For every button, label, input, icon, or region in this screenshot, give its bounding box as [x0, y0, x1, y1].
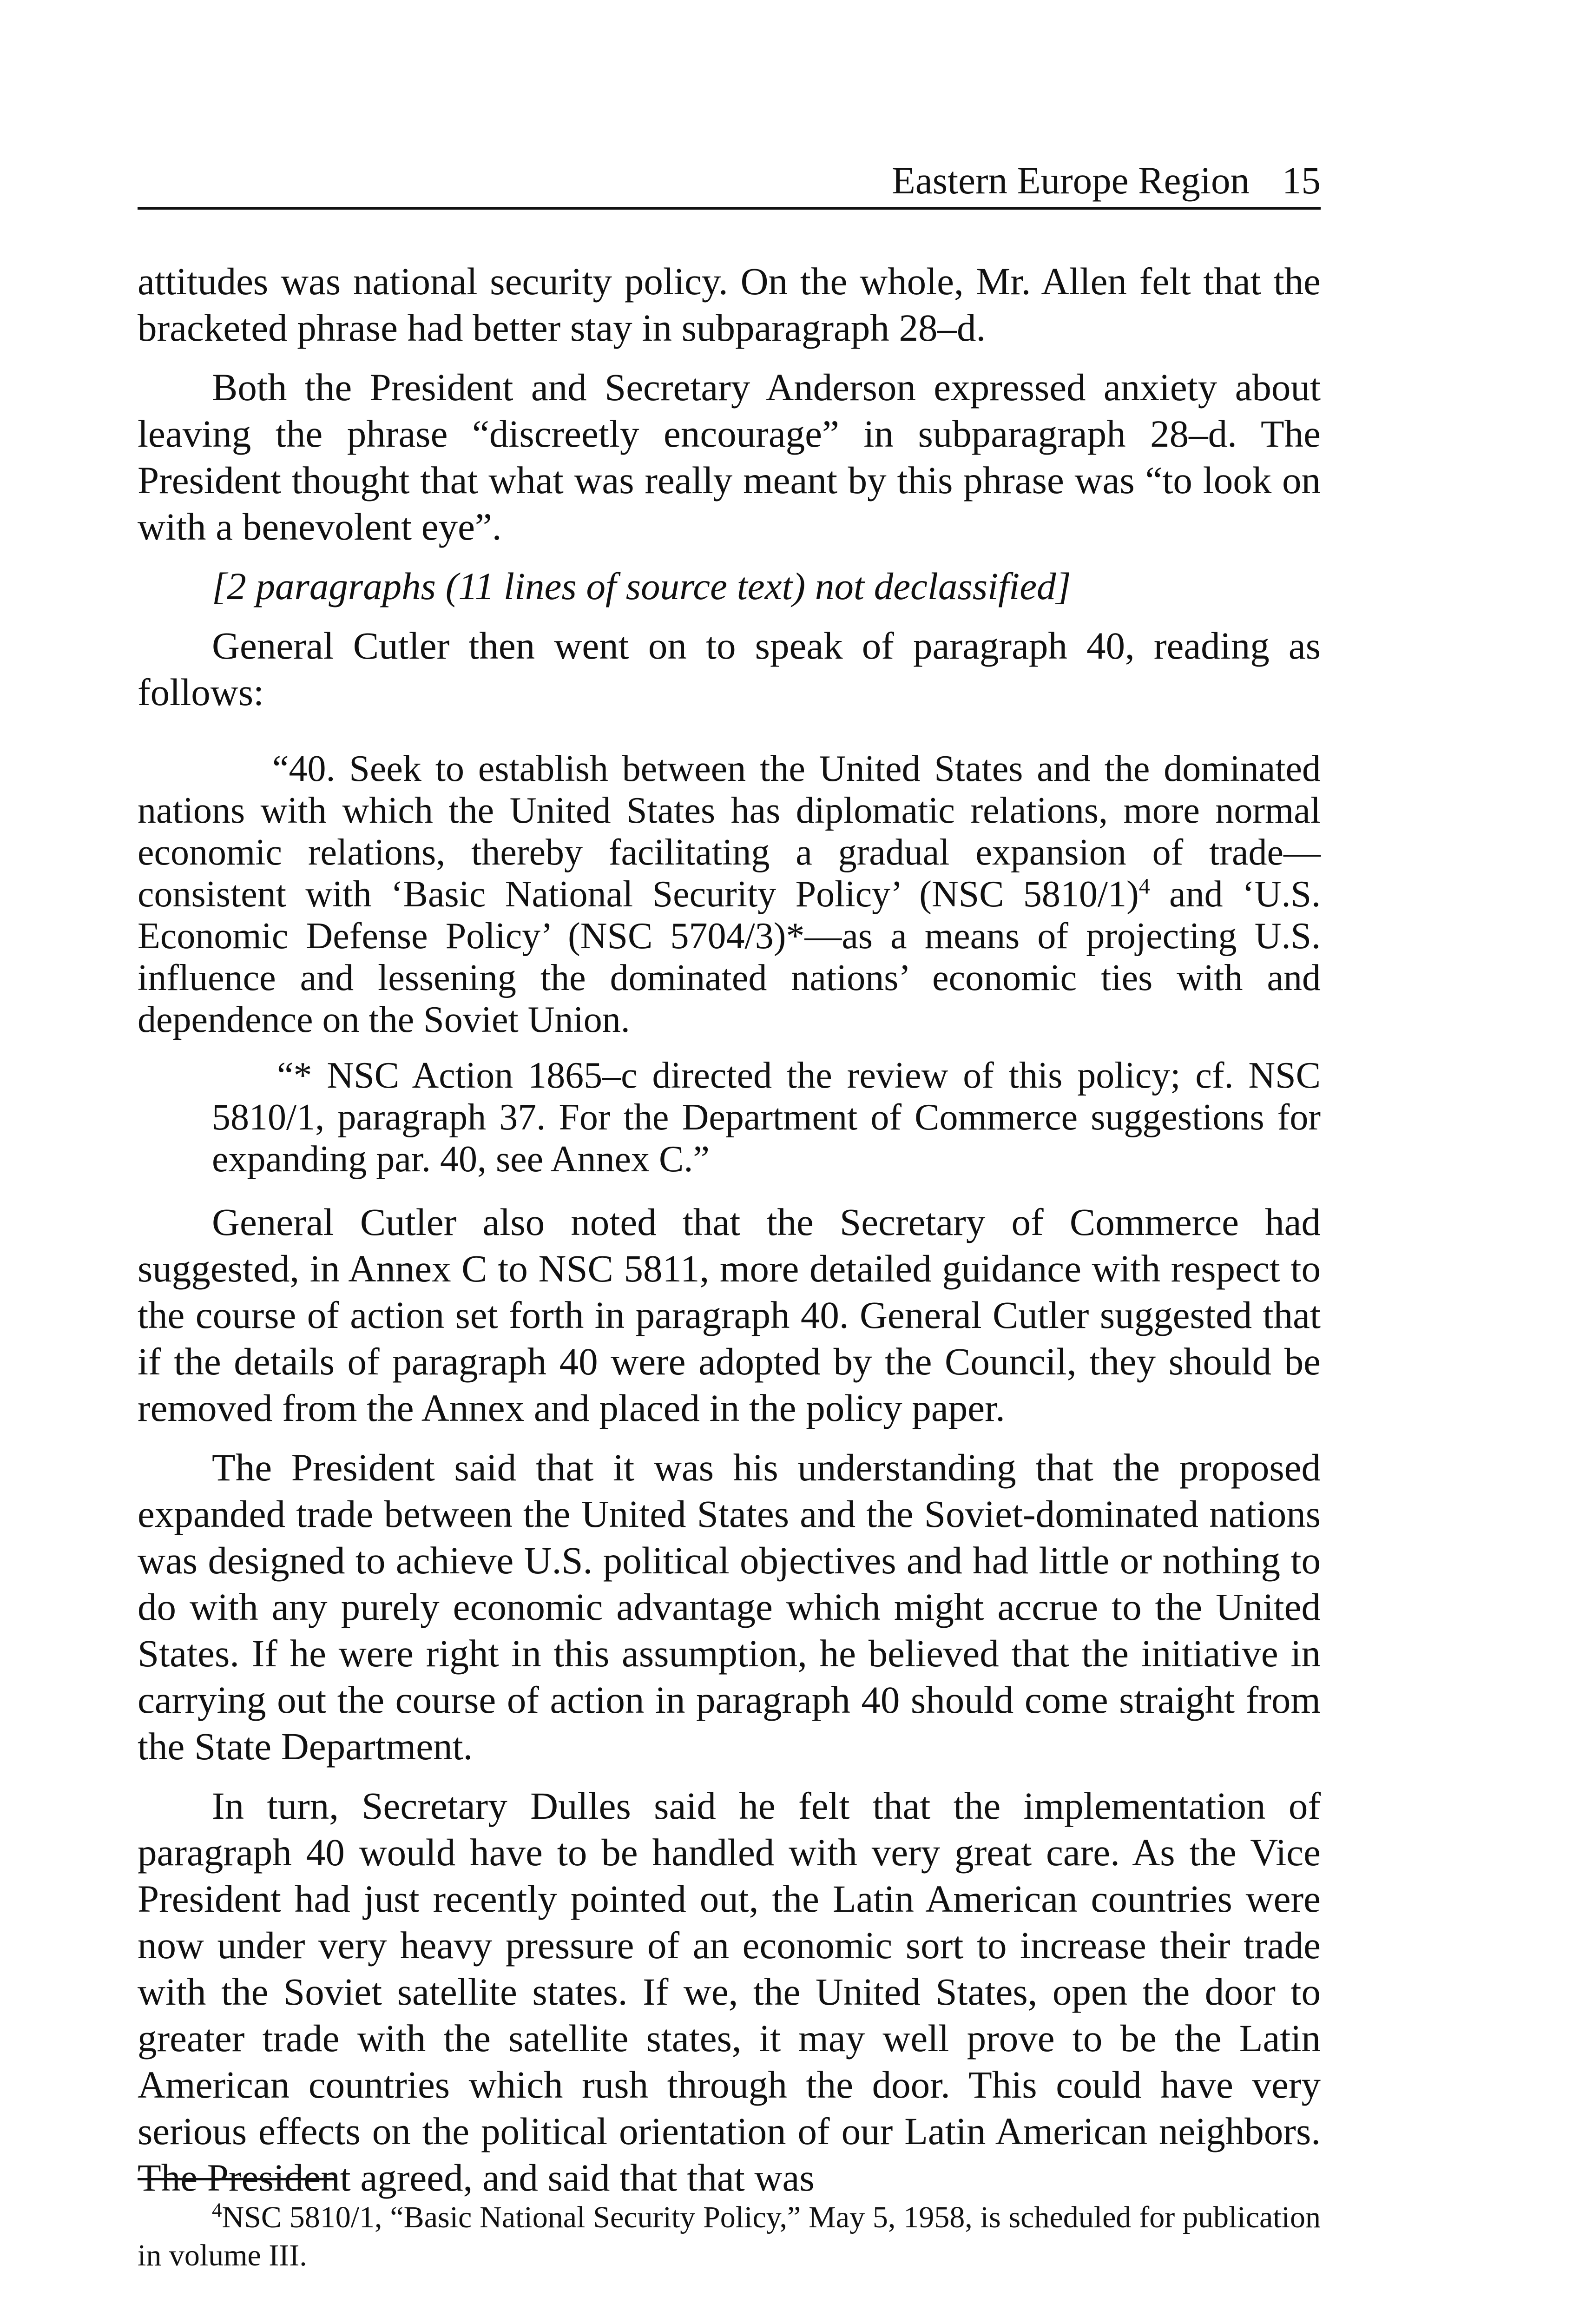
paragraph-dulles: In turn, Secretary Dulles said he felt that the implementation of paragraph 40 would have to be handled with very great care. As the Vice President had just recently pointed out, the Latin American countries were now under very heavy pressure of an economic sort to increase their trade with the Soviet satellite states. If we, the United States, open the door to greater trade with the satellite states, it may well prove to be the Latin American countries which rush through the door. This could have very serious effects on the political orientation of our Latin American neighbors. The President agreed, and said that that was — [138, 1784, 1321, 2199]
quote-main-text-after: and ‘U.S. Economic Defense Policy’ (NSC 5704/3)*—as a means of projecting U.S. influence and lessening the dominated nations’ economic ties with and dependence on the Soviet Union. — [138, 874, 1321, 1040]
paragraph-anxiety: Both the President and Secretary Anderson expressed anxiety about leaving the phrase “discreetly encourage” in subparagraph 28–d. The President thought that what was really meant by this phrase was “to look on with a benevolent eye”. — [138, 366, 1321, 548]
paragraph-continuation: attitudes was national security policy. On the whole, Mr. Allen felt that the bracketed phrase had better stay in subparagraph 28–d. — [138, 260, 1321, 349]
quoted-paragraph-40 — [138, 748, 1321, 1180]
quote-main-text-before: “40. Seek to establish between the United States and the dominated nations with which the United States has diplomatic relations, more normal economic relations, thereby facilitating a gradual expansion of trade—consistent with ‘Basic National Security Policy’ (NSC 5810/1) — [138, 748, 1321, 915]
running-title: Eastern Europe Region — [892, 159, 1250, 202]
paragraph-cutler-intro: General Cutler then went on to speak of paragraph 40, reading as follows: — [138, 624, 1321, 713]
paragraph-president-trade: The President said that it was his understanding that the proposed expanded trade between the United States and the Soviet-dominated nations was designed to achieve U.S. political objectives and had little or nothing to do with any purely economic advantage which might accrue to the United States. If he were right in this assumption, he believed that the initiative in carrying out the course of action in paragraph 40 should come straight from the State Department. — [138, 1446, 1321, 1768]
footnote-text: NSC 5810/1, “Basic National Security Policy,” May 5, 1958, is scheduled for publication in volume III. — [138, 2200, 1321, 2272]
header-rule — [138, 207, 1321, 210]
body-text — [138, 258, 1321, 2214]
running-header — [138, 157, 1321, 213]
footnote-marker: 4 — [212, 2199, 222, 2221]
page-number: 15 — [1282, 159, 1321, 202]
quote-note: “* NSC Action 1865–c directed the review of this policy; cf. NSC 5810/1, paragraph 37. For the Department of Commerce suggestions for expanding par. 40, see Annex C.” — [212, 1055, 1321, 1180]
footnote-reference-4[interactable]: 4 — [1138, 874, 1150, 899]
quote-main — [138, 748, 1321, 1041]
footnote-4 — [138, 2199, 1321, 2275]
paragraph-commerce-annex: General Cutler also noted that the Secretary of Commerce had suggested, in Annex C to NSC 5811, more detailed guidance with respect to the course of action set forth in paragraph 40. General Cutler suggested that if the details of paragraph 40 were adopted by the Council, they should be removed from the Annex and placed in the policy paper. — [138, 1201, 1321, 1429]
footnote-rule — [138, 2178, 337, 2180]
paragraph-not-declassified: [2 paragraphs (11 lines of source text) not declassified] — [212, 565, 1071, 607]
